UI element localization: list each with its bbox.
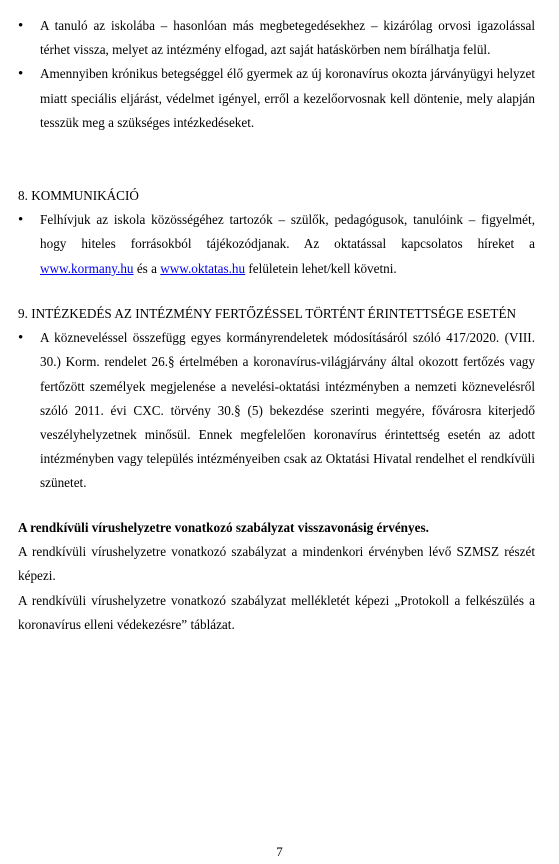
section-9-bullet: • A közneveléssel összefügg egyes kormányrendeletek módosításáról szóló 417/2020. (VIII. 30.) Korm. rendelet 26.§ értelmében a koronavírus-világjárvány által okozott fertőzés vagy fertőzött személyek megjelenése a nevelési-oktatási intézményben a nemzeti köznevelésről szóló 2011. évi CXC. törvény 30.§ (5) bekezdése szerinti megyére, fővárosra kiterjedő veszélyhelyzetnek minősül. Ennek megfelelően koronavírus érintettség esetén az adott intézményben vagy település intézményeiben csak az Oktatási Hivatal rendelhet el rendkívüli szünetet. bbox=[0, 326, 535, 495]
section-9-bullet-list bbox=[22, 326, 535, 495]
closing-block bbox=[18, 516, 535, 637]
section-8-heading: 8. KOMMUNIKÁCIÓ bbox=[18, 188, 139, 203]
section-9-heading: 9. INTÉZKEDÉS AZ INTÉZMÉNY FERTŐZÉSSEL TÖRTÉNT ÉRINTETTSÉGE ESETÉN bbox=[18, 306, 517, 321]
section-8-text: Felhívjuk az iskola közösségéhez tartozók – szülők, pedagógusok, tanulóink – figyelmét, hogy hiteles forrásokból tájékozódjanak. Az oktatással kapcsolatos híreket a bbox=[40, 212, 535, 252]
intro-block bbox=[22, 14, 535, 135]
section-8-bullet bbox=[0, 208, 535, 281]
intro-bullet-list bbox=[22, 14, 535, 135]
page-number: 7 bbox=[276, 844, 283, 859]
validity-statement: A rendkívüli vírushelyzetre vonatkozó szabályzat visszavonásig érvényes. bbox=[18, 520, 429, 535]
section-8 bbox=[18, 184, 535, 281]
intro-bullet-1: • A tanuló az iskolába – hasonlóan más megbetegedésekhez – kizárólag orvosi igazolással térhet vissza, melyet az intézmény elfogad, azt saját hatáskörben nem bírálhatja felül. bbox=[0, 14, 535, 62]
annex-statement: A rendkívüli vírushelyzetre vonatkozó szabályzat mellékletét képezi „Protokoll a felkészülés a koronavírus elleni védekezésre” táblázat. bbox=[18, 592, 535, 632]
section-8-between: és a bbox=[133, 260, 161, 276]
kormany-link[interactable]: www.kormany.hu bbox=[40, 260, 134, 276]
szmsz-statement: A rendkívüli vírushelyzetre vonatkozó szabályzat a mindenkori érvényben lévő SZMSZ részét képezi. bbox=[18, 544, 535, 584]
section-8-bullet-list bbox=[22, 208, 535, 281]
intro-bullet-2: • Amennyiben krónikus betegséggel élő gyermek az új koronavírus okozta járványügyi helyzet miatt speciális eljárást, védelmet igényel, erről a kezelőorvosnak kell döntenie, mely alapján tesszük meg a szükséges intézkedéseket. bbox=[0, 62, 535, 135]
section-9 bbox=[18, 302, 535, 496]
oktatas-link[interactable]: www.oktatas.hu bbox=[160, 260, 246, 276]
section-8-after: felületein lehet/kell követni. bbox=[245, 260, 397, 276]
